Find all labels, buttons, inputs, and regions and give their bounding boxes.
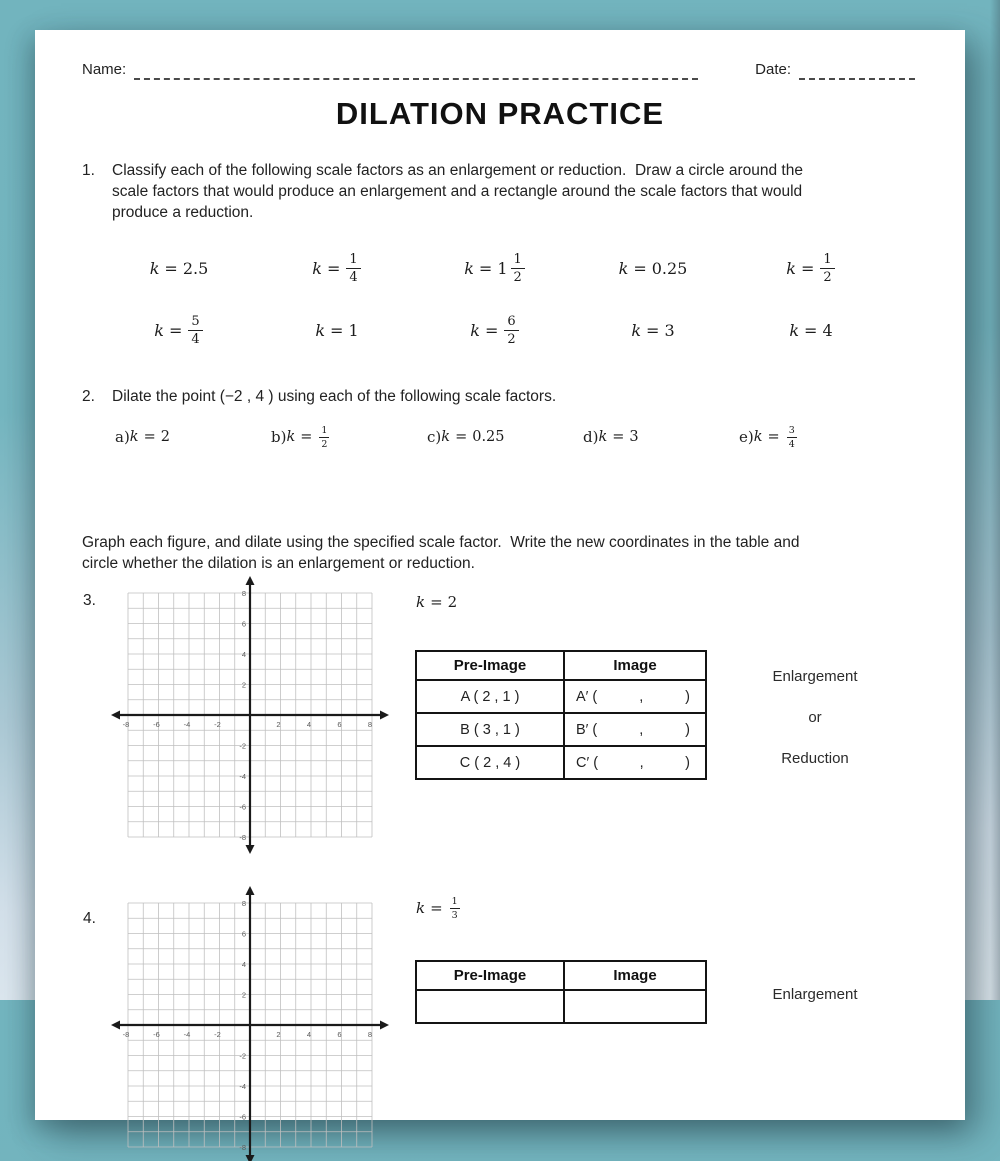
fraction-denominator: 2 xyxy=(513,270,522,285)
question-2 xyxy=(82,386,556,407)
variable-k: k xyxy=(789,320,800,340)
x-tick-label: 4 xyxy=(306,1030,312,1039)
img-close: ) xyxy=(685,721,690,738)
text-line: Graph each figure, and dilate using the specified scale factor. Write the new coordinates in the table and xyxy=(82,534,800,551)
y-tick-label: -6 xyxy=(239,1112,246,1122)
y-tick-label: -8 xyxy=(239,833,246,842)
equals-sign: = xyxy=(430,899,443,917)
item-letter: e) xyxy=(739,428,754,446)
equals-sign: = xyxy=(485,320,499,340)
scale-value: 2.5 xyxy=(182,258,209,278)
y-tick-label: 4 xyxy=(241,650,246,659)
text-line: Classify each of the following scale factors as an enlargement or reduction. Draw a circle around the xyxy=(112,162,803,179)
y-tick-label: -8 xyxy=(239,1143,246,1152)
fraction xyxy=(188,314,202,346)
x-tick-label: -2 xyxy=(214,720,221,729)
image-answer-cell[interactable] xyxy=(564,680,706,713)
img-comma: , xyxy=(639,721,644,738)
q2-items xyxy=(115,422,895,452)
img-prefix: B′ ( xyxy=(576,721,598,738)
question-1-number: 1. xyxy=(82,162,95,179)
table-row xyxy=(416,713,706,746)
scale-value: 2 xyxy=(447,593,458,611)
scale-factor-expression xyxy=(583,428,639,446)
equals-sign: = xyxy=(430,593,443,611)
equals-sign: = xyxy=(767,429,780,445)
scale-factor[interactable] xyxy=(100,244,258,292)
scale-factor-expression xyxy=(312,252,361,284)
date-input-line[interactable] xyxy=(799,63,915,80)
variable-k: k xyxy=(416,593,426,611)
x-axis-arrow-right xyxy=(380,1021,389,1030)
text-line: Dilate the point (−2 , 4 ) using each of the following scale factors. xyxy=(112,388,557,405)
equals-sign: = xyxy=(327,258,341,278)
scale-factor-expression xyxy=(154,314,203,346)
y-tick-label: -6 xyxy=(239,802,246,812)
img-prefix: C′ ( xyxy=(576,754,599,771)
question-1 xyxy=(82,160,803,223)
scale-factor-expression xyxy=(464,252,526,284)
x-tick-label: -6 xyxy=(153,1030,160,1039)
image-answer-cell[interactable] xyxy=(564,713,706,746)
x-tick-label: -8 xyxy=(122,720,130,729)
x-axis-arrow-right xyxy=(380,711,389,720)
fraction-denominator: 4 xyxy=(191,332,200,347)
y-tick-label: 6 xyxy=(241,929,246,939)
q4-coordinates-table xyxy=(415,960,707,1024)
y-tick-label: -2 xyxy=(239,741,246,751)
pre-image-cell xyxy=(416,990,564,1023)
q4-coordinate-grid[interactable] xyxy=(114,889,386,1161)
x-tick-label: 6 xyxy=(337,720,342,729)
fraction xyxy=(511,252,525,284)
equals-sign: = xyxy=(801,258,815,278)
q2-item-e[interactable] xyxy=(739,422,895,452)
q4-scale-factor xyxy=(416,896,462,920)
img-comma: , xyxy=(639,754,644,771)
q2-item-d[interactable] xyxy=(583,422,739,452)
x-tick-label: 6 xyxy=(337,1030,342,1039)
y-tick-label: -4 xyxy=(239,1082,246,1091)
q2-item-b[interactable] xyxy=(271,422,427,452)
q4-choices xyxy=(745,985,885,1005)
img-close: ) xyxy=(685,688,690,705)
question-4 xyxy=(83,908,113,929)
scale-factor[interactable] xyxy=(732,244,890,292)
scale-factor[interactable] xyxy=(574,306,732,354)
question-2-number: 2. xyxy=(82,388,95,405)
text-line: scale factors that would produce an enlargement and a rectangle around the scale factors that would xyxy=(112,183,803,200)
graph-section-prompt-text xyxy=(82,532,799,574)
pre-image-cell: C ( 2 , 4 ) xyxy=(416,746,564,779)
item-letter: d) xyxy=(583,428,599,446)
img-prefix: A′ ( xyxy=(576,688,598,705)
scale-value: 1 xyxy=(348,320,359,340)
item-letter: a) xyxy=(115,428,130,446)
fraction-denominator: 2 xyxy=(823,270,832,285)
fraction xyxy=(449,896,461,920)
table-row xyxy=(416,746,706,779)
scale-factor-expression xyxy=(631,321,674,340)
x-tick-label: -8 xyxy=(122,1030,130,1039)
worksheet-page xyxy=(35,30,965,1152)
x-tick-label: 2 xyxy=(276,1030,281,1039)
img-comma: , xyxy=(639,688,644,705)
x-axis-arrow-left xyxy=(111,1021,120,1030)
q2-item-c[interactable] xyxy=(427,422,583,452)
pre-image-cell: A ( 2 , 1 ) xyxy=(416,680,564,713)
q3-scale-factor xyxy=(416,593,457,611)
variable-k: k xyxy=(129,429,139,445)
scale-factor-expression xyxy=(315,321,358,340)
scale-value: 0.25 xyxy=(651,258,688,278)
equals-sign: = xyxy=(478,258,493,278)
variable-k: k xyxy=(315,320,326,340)
table-header-pre-image: Pre-Image xyxy=(416,961,564,990)
x-tick-label: -6 xyxy=(153,720,160,729)
equals-sign: = xyxy=(330,320,344,340)
fraction xyxy=(346,252,360,284)
fraction-denominator: 2 xyxy=(507,332,516,347)
fraction xyxy=(820,252,834,284)
mixed-whole: 1 xyxy=(497,258,508,278)
equals-sign: = xyxy=(804,320,818,340)
fraction-numerator: 6 xyxy=(504,314,518,331)
choice-reduction[interactable]: Reduction xyxy=(781,750,849,767)
x-tick-label: -2 xyxy=(214,1030,221,1039)
variable-k: k xyxy=(312,258,322,278)
fraction-numerator: 1 xyxy=(321,425,328,436)
equals-sign: = xyxy=(143,429,156,445)
q3-coordinates-table xyxy=(415,650,707,780)
choice-enlargement[interactable]: Enlargement xyxy=(772,986,858,1003)
image-answer-cell[interactable] xyxy=(564,990,706,1023)
question-3 xyxy=(83,590,113,611)
y-tick-label: 4 xyxy=(241,960,246,969)
image-answer-cell[interactable] xyxy=(564,746,706,779)
scale-factor[interactable] xyxy=(100,306,258,354)
fraction xyxy=(786,425,798,449)
equals-sign: = xyxy=(612,429,625,445)
table-row xyxy=(416,990,706,1023)
scale-value: 2 xyxy=(160,429,170,445)
item-letter: c) xyxy=(427,428,442,446)
fraction-numerator: 5 xyxy=(188,314,202,331)
x-tick-label: 4 xyxy=(306,720,312,729)
variable-k: k xyxy=(786,258,796,278)
y-axis-arrow-up xyxy=(246,886,255,895)
choice-or: or xyxy=(808,709,822,726)
question-2-prompt xyxy=(112,386,556,407)
fraction-numerator: 1 xyxy=(451,896,458,907)
question-3-number: 3. xyxy=(83,592,96,609)
y-axis-arrow-down xyxy=(246,1155,255,1161)
fraction-denominator: 4 xyxy=(349,270,358,285)
y-tick-label: 2 xyxy=(241,680,246,690)
fraction-numerator: 1 xyxy=(820,252,834,269)
header-row xyxy=(82,58,915,80)
scale-value: 3 xyxy=(629,429,639,445)
text-line: circle whether the dilation is an enlargement or reduction. xyxy=(82,555,475,572)
scale-factor[interactable] xyxy=(574,244,732,292)
x-tick-label: 8 xyxy=(367,1030,373,1039)
fraction xyxy=(318,425,330,449)
q3-choices xyxy=(745,667,885,769)
fraction-numerator: 3 xyxy=(788,425,795,436)
scale-factor-expression xyxy=(150,259,209,278)
x-tick-label: 2 xyxy=(276,720,281,729)
name-input-line[interactable] xyxy=(134,63,698,80)
equals-sign: = xyxy=(300,429,313,445)
fraction-denominator: 3 xyxy=(451,909,458,921)
equals-sign: = xyxy=(633,258,647,278)
variable-k: k xyxy=(416,899,426,917)
q2-item-a[interactable] xyxy=(115,422,271,452)
graph-section-prompt xyxy=(82,532,799,574)
variable-k: k xyxy=(470,320,480,340)
y-axis-arrow-up xyxy=(246,576,255,585)
variable-k: k xyxy=(464,258,474,278)
table-header-image: Image xyxy=(564,651,706,680)
y-tick-label: 2 xyxy=(241,990,246,1000)
variable-k: k xyxy=(286,429,296,445)
q1-factor-grid xyxy=(100,244,890,354)
variable-k: k xyxy=(154,320,164,340)
y-axis-arrow-down xyxy=(246,845,255,854)
y-tick-label: -2 xyxy=(239,1051,246,1061)
x-axis-arrow-left xyxy=(111,711,120,720)
q3-coordinate-grid[interactable] xyxy=(114,579,386,851)
variable-k: k xyxy=(618,258,629,278)
fraction-denominator: 2 xyxy=(321,438,328,450)
fraction-numerator: 1 xyxy=(511,252,525,269)
choice-enlargement[interactable]: Enlargement xyxy=(772,668,858,685)
equals-sign: = xyxy=(455,429,468,445)
date-label: Date: xyxy=(755,61,791,78)
x-tick-label: -4 xyxy=(183,720,191,729)
y-tick-label: 8 xyxy=(241,589,246,598)
scale-factor[interactable] xyxy=(416,244,574,292)
fraction-numerator: 1 xyxy=(346,252,360,269)
x-tick-label: 8 xyxy=(367,720,373,729)
variable-k: k xyxy=(753,429,763,445)
equals-sign: = xyxy=(169,320,183,340)
table-header-image: Image xyxy=(564,961,706,990)
scale-factor[interactable] xyxy=(258,306,416,354)
question-4-number: 4. xyxy=(83,910,96,927)
variable-k: k xyxy=(441,429,451,445)
y-tick-label: -4 xyxy=(239,772,246,781)
scale-factor[interactable] xyxy=(732,306,890,354)
question-1-prompt xyxy=(112,160,803,223)
name-label: Name: xyxy=(82,61,127,78)
equals-sign: = xyxy=(164,258,178,278)
scale-value: 3 xyxy=(664,320,675,340)
img-close: ) xyxy=(685,754,690,771)
scale-factor-expression xyxy=(619,259,688,278)
table-header-pre-image: Pre-Image xyxy=(416,651,564,680)
scale-value: 0.25 xyxy=(472,429,505,445)
variable-k: k xyxy=(149,258,160,278)
y-tick-label: 6 xyxy=(241,619,246,629)
scale-factor[interactable] xyxy=(416,306,574,354)
fraction-denominator: 4 xyxy=(788,438,795,450)
equals-sign: = xyxy=(646,320,660,340)
scale-factor-expression xyxy=(271,425,331,449)
variable-k: k xyxy=(598,429,608,445)
scale-factor-expression xyxy=(470,314,519,346)
scale-factor[interactable] xyxy=(258,244,416,292)
scale-factor-expression xyxy=(427,428,505,446)
scale-value: 4 xyxy=(822,320,833,340)
table-row xyxy=(416,680,706,713)
scale-factor-expression xyxy=(739,425,799,449)
x-tick-label: -4 xyxy=(183,1030,191,1039)
y-tick-label: 8 xyxy=(241,899,246,908)
fraction xyxy=(504,314,518,346)
text-line: produce a reduction. xyxy=(112,204,254,221)
scale-factor-expression xyxy=(115,428,170,446)
scale-factor-expression xyxy=(786,252,835,284)
variable-k: k xyxy=(631,320,642,340)
pre-image-cell: B ( 3 , 1 ) xyxy=(416,713,564,746)
scale-factor-expression xyxy=(789,321,832,340)
item-letter: b) xyxy=(271,428,287,446)
page-title: DILATION PRACTICE xyxy=(335,96,665,131)
